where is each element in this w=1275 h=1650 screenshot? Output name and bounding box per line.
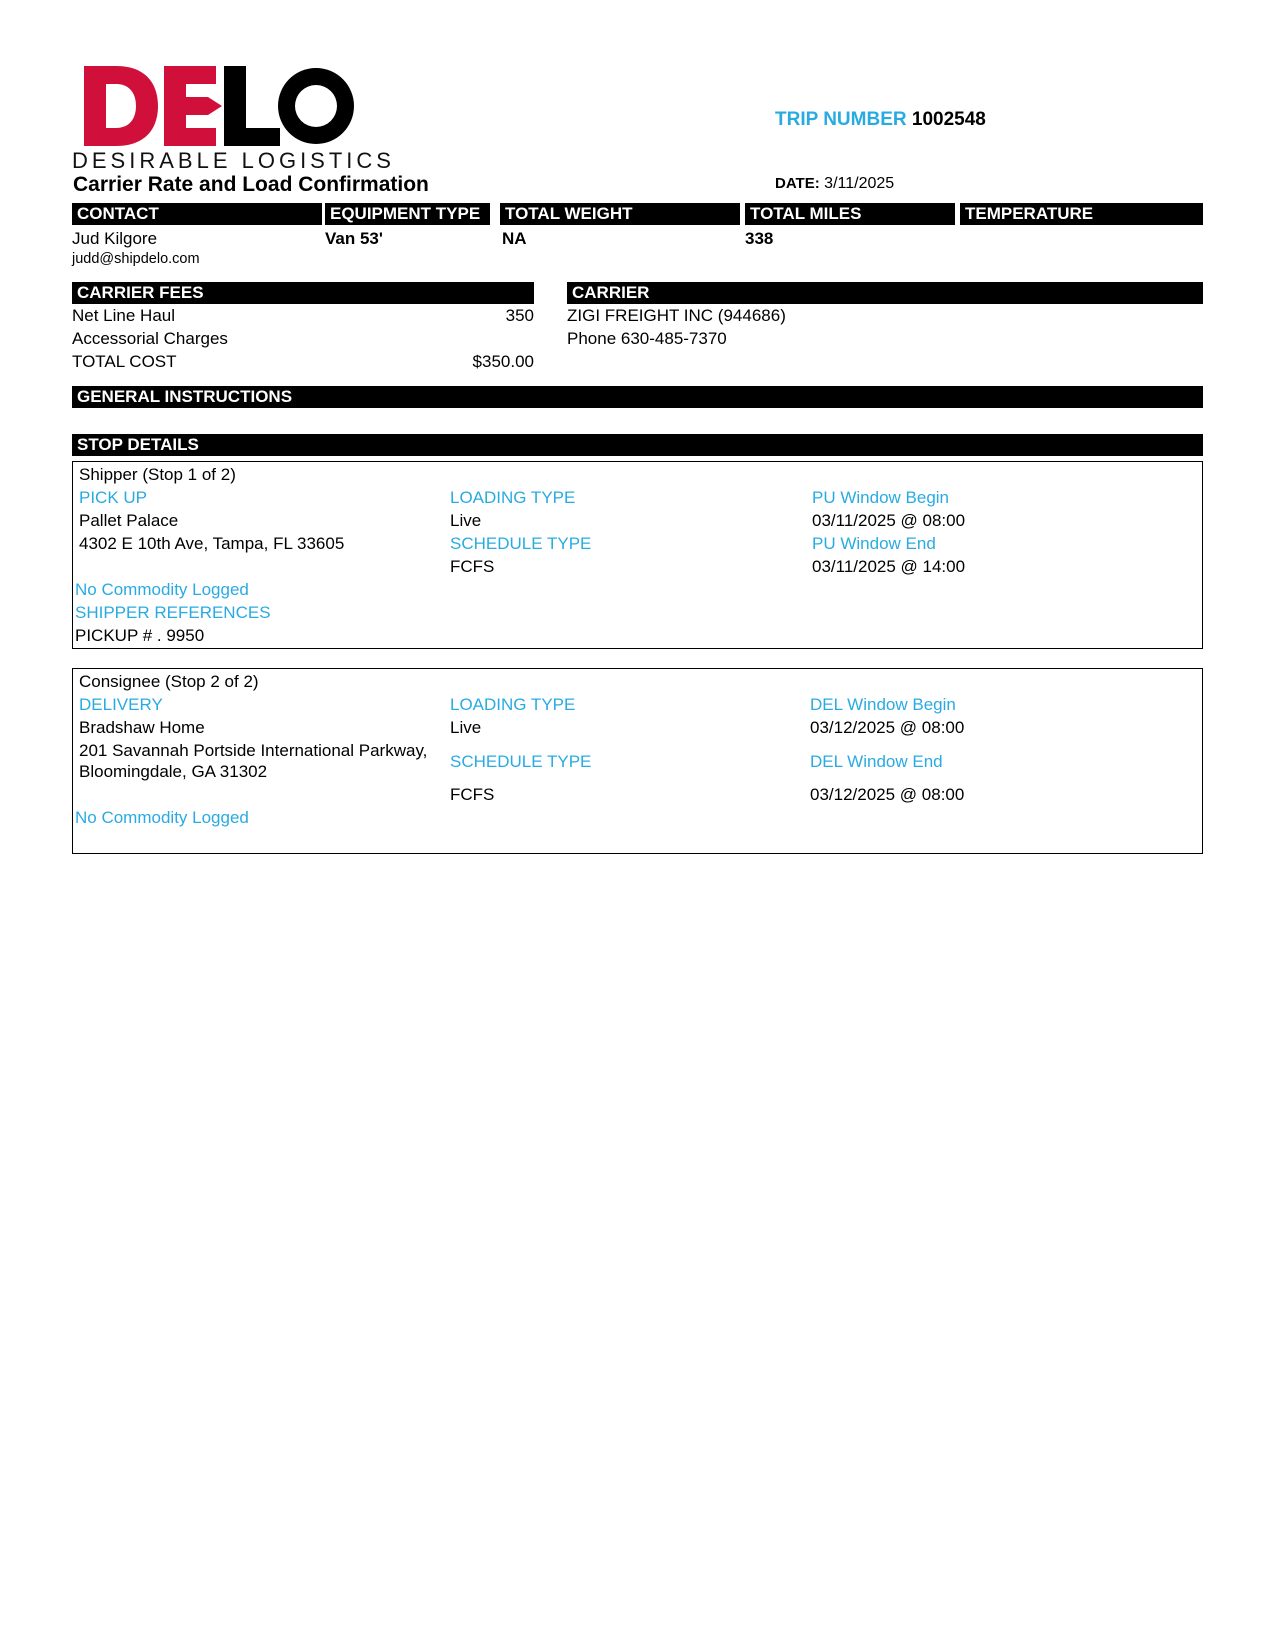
document-date: [775, 175, 894, 193]
fee-label-accessorial: Accessorial Charges: [72, 329, 228, 348]
carrier-phone: Phone 630-485-7370: [567, 329, 727, 348]
stop-2-schedule-label: SCHEDULE TYPE: [450, 752, 592, 771]
total-weight-value: NA: [502, 229, 527, 248]
stop-2-loading-value: Live: [450, 718, 482, 737]
stop-2-name: Bradshaw Home: [79, 718, 205, 737]
stop-2-title: Consignee (Stop 2 of 2): [79, 672, 259, 691]
contact-name: Jud Kilgore: [72, 229, 158, 248]
stop-2-loading-label: LOADING TYPE: [450, 695, 576, 714]
trip-number-value: 1002548: [911, 109, 986, 130]
trip-number: [775, 109, 986, 131]
fee-label-net-line-haul: Net Line Haul: [72, 306, 176, 325]
stop-1-schedule-label: SCHEDULE TYPE: [450, 534, 592, 553]
header-equipment-type: EQUIPMENT TYPE: [325, 203, 490, 225]
stop-2-window-end-label: DEL Window End: [810, 752, 943, 771]
stop-1-commodity: No Commodity Logged: [75, 580, 249, 599]
header-contact: CONTACT: [72, 203, 322, 225]
fee-value-total-cost: $350.00: [472, 352, 534, 371]
stop-1-name: Pallet Palace: [79, 511, 179, 530]
stop-1-address: 4302 E 10th Ave, Tampa, FL 33605: [79, 534, 345, 553]
stop-1-window-begin-label: PU Window Begin: [812, 488, 950, 507]
equipment-type-value: Van 53': [325, 229, 383, 248]
delo-logo-icon: [84, 66, 354, 146]
stop-1-window-end-label: PU Window End: [812, 534, 936, 553]
fee-label-total-cost: TOTAL COST: [72, 352, 177, 371]
header-total-miles: TOTAL MILES: [745, 203, 955, 225]
fee-value-net-line-haul: 350: [505, 306, 534, 325]
stop-1-references-label: SHIPPER REFERENCES: [75, 603, 271, 622]
stop-1-schedule-value: FCFS: [450, 557, 495, 576]
logo-subtitle: DESIRABLE LOGISTICS: [72, 148, 395, 173]
stop-1-loading-label: LOADING TYPE: [450, 488, 576, 507]
stop-1-window-end-value: 03/11/2025 @ 14:00: [812, 557, 966, 576]
stop-2-schedule-value: FCFS: [450, 785, 495, 804]
stop-2-window-begin-label: DEL Window Begin: [810, 695, 956, 714]
stop-2-commodity: No Commodity Logged: [75, 808, 249, 827]
stop-2-address-line2: Bloomingdale, GA 31302: [79, 762, 268, 781]
date-label: DATE:: [775, 175, 820, 192]
stop-1-references-value: PICKUP # . 9950: [75, 626, 205, 645]
stop-2-window-end-value: 03/12/2025 @ 08:00: [810, 785, 965, 804]
stop-1-loading-value: Live: [450, 511, 482, 530]
carrier-fees-header: CARRIER FEES: [72, 282, 534, 304]
stop-1-title: Shipper (Stop 1 of 2): [79, 465, 236, 484]
carrier-name: ZIGI FREIGHT INC (944686): [567, 306, 786, 325]
stop-details-header: STOP DETAILS: [72, 434, 1203, 456]
date-value: 3/11/2025: [824, 175, 895, 192]
trip-number-label: TRIP NUMBER: [775, 109, 907, 130]
carrier-header: CARRIER: [567, 282, 1203, 304]
stop-2-address-line1: 201 Savannah Portside International Parkway,: [79, 741, 428, 760]
total-miles-value: 338: [745, 229, 774, 248]
stop-1-window-begin-value: 03/11/2025 @ 08:00: [812, 511, 966, 530]
stop-1-type-label: PICK UP: [79, 488, 148, 507]
general-instructions-header: GENERAL INSTRUCTIONS: [72, 386, 1203, 408]
stop-2-type-label: DELIVERY: [79, 695, 163, 714]
contact-email[interactable]: judd@shipdelo.com: [72, 251, 200, 267]
page-title: Carrier Rate and Load Confirmation: [73, 173, 429, 196]
header-temperature: TEMPERATURE: [960, 203, 1203, 225]
header-total-weight: TOTAL WEIGHT: [500, 203, 740, 225]
stop-2-window-begin-value: 03/12/2025 @ 08:00: [810, 718, 965, 737]
